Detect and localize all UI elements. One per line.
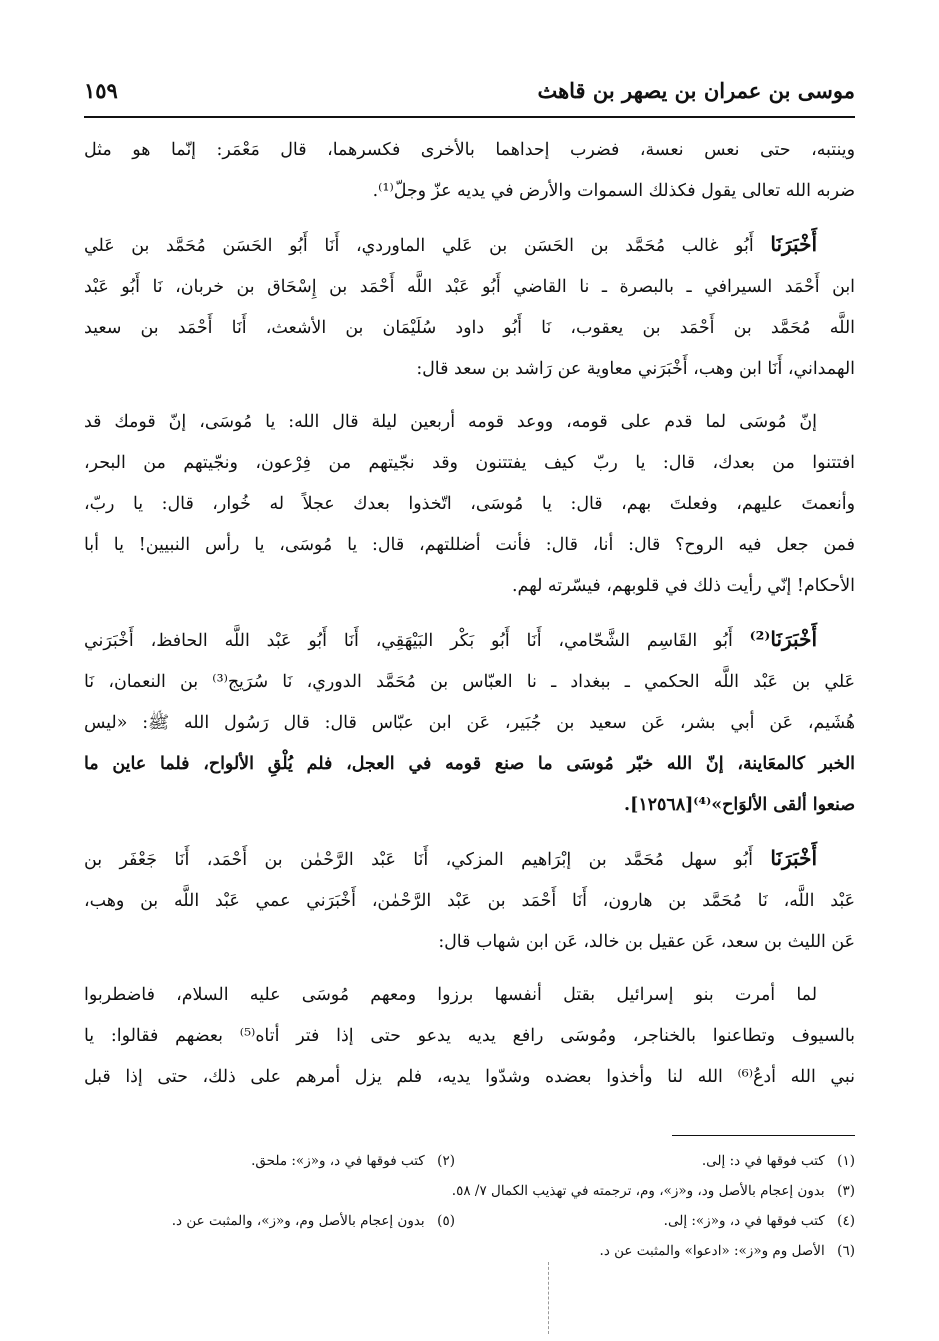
text-line: افتتنوا من بعدك، قال: يا ربّ كيف يفتتنون وقد نجّيتهم من فِرْعون، ونجّيتهم من البحر، [84, 453, 855, 473]
footnote-row [84, 1206, 855, 1236]
footnote [452, 1176, 855, 1206]
text-line: عَبْد اللَّه، نَا مُحَمَّد بن هارون، أَنَا أَحْمَد بن عَبْد الرَّحْمٰن، أَخْبَرَني عمي عَبْد اللَّه بن وهب، [84, 891, 855, 911]
text-line: نبي الله أدعُ⁽⁶⁾ الله لنا وأخذوا بعضده وشدّوا يديه، فلم يزل أمرهم على ذلك، حتى إذا قبل [84, 1067, 855, 1087]
footnote-number: (٢) [437, 1153, 455, 1169]
paragraph [84, 402, 855, 607]
page-number: ١٥٩ [84, 78, 118, 103]
text-line: إنّ مُوسَى لما قدم على قومه، ووعد قومه أربعين ليلة قال الله: يا مُوسَى، إنّ قومك قد [84, 412, 817, 432]
footnote-text: كتب فوقها في د، و«ز»: إلى. [663, 1213, 825, 1229]
footnote-text: كتب فوقها في د: إلى. [701, 1153, 825, 1169]
text-line: الأحكام! إنّي رأيت ذلك في قلوبهم، فيسّرته لهم. [511, 576, 855, 596]
scan-artifact-line [548, 1262, 549, 1334]
body-text [84, 130, 855, 1110]
isnad-lead: أَخْبَرَنَا [770, 846, 817, 870]
text-line: بالسيوف وتطاعنوا بالخناجر، ومُوسَى رافع يديه يدعو حتى إذا فتر أتاه⁽⁵⁾ بعضهم فقالوا: يا [84, 1026, 855, 1046]
footnote [664, 1206, 855, 1236]
footnote-number: (٥) [437, 1213, 455, 1229]
text-line: ابن أَحْمَد السيرافي ـ بالبصرة ـ نا القاضي أَبُو عَبْد اللَّه أَحْمَد بن إِسْحَاق بن خربان، نَا أَبُو عَبْد [84, 277, 855, 297]
footnote [600, 1236, 855, 1266]
text-line: وينتبه، حتى نعس نعسة، فضرب إحداهما بالأخرى فكسرهما، قال مَعْمَر: إنّما هو مثل [84, 140, 855, 160]
footnote-row [84, 1146, 855, 1176]
footnote-number: (٣) [837, 1183, 855, 1199]
text-line: اللَّه مُحَمَّد بن أَحْمَد بن يعقوب، نَا أَبُو داود سُلَيْمَان بن الأشعث، أَنَا أَحْمَد بن سعيد [84, 318, 855, 338]
text-line [84, 838, 855, 881]
page-header [84, 72, 855, 112]
footnote [251, 1146, 455, 1176]
text-line: الهمداني، أَنَا ابن وهب، أَخْبَرَني معاوية عن رَاشد بن سعد قال: [416, 359, 855, 379]
text-line [84, 224, 855, 267]
footnote-text: الأصل وم و«ز»: «ادعوا» والمثبت عن د. [599, 1243, 825, 1259]
text-line: هُشَيم، عَن أبي بشر، عَن سعيد بن جُبَير، عَن ابن عبّاس قال: قال رَسُول الله ﷺ: «ليس [84, 713, 855, 733]
header-rule [84, 116, 855, 118]
text-line: عَن الليث بن سعد، عَن عقيل بن خالد، عَن ابن شهاب قال: [438, 932, 855, 952]
text-line: وأنعمتَ عليهم، وفعلتَ بهم، قال: يا مُوسَى، اتّخذوا بعدك عجلاً له خُوار، قال: يا ربّ، [84, 494, 855, 514]
hadith-text-line: صنعوا ألقى الألوَاح»⁽⁴⁾[١٢٥٦٨]. [624, 795, 855, 815]
footnote-number: (١) [837, 1153, 855, 1169]
footnote-row [84, 1176, 855, 1206]
footnote-row [84, 1236, 855, 1266]
footnote-text: بدون إعجام بالأصل ود، و«ز»، وم، ترجمته في تهذيب الكمال ٧/ ٥٨. [451, 1183, 825, 1199]
footnote [172, 1206, 455, 1236]
footnote-number: (٦) [837, 1243, 855, 1259]
footnote-number: (٤) [837, 1213, 855, 1229]
text-line: فمن جعل فيه الروح؟ قال: أنا، قال: فأنت أضللتهم، قال: يا مُوسَى، يا رأس النبيين! يا أبا [84, 535, 855, 555]
paragraph [84, 130, 855, 212]
footnote-rule [672, 1135, 855, 1136]
line-text: أَبُو سهل مُحَمَّد بن إبْرَاهيم المزكي، أَنَا عَبْد الرَّحْمٰن بن أَحْمَد، أَنَا جَعْفَر بن [84, 850, 753, 870]
isnad-lead: أَخْبَرَنَا [770, 232, 817, 256]
paragraph [84, 975, 855, 1098]
line-text: أَبُو غالب مُحَمَّد بن الحَسَن بن عَلي الماوردي، أَنَا أَبُو الحَسَن مُحَمَّد بن عَلي [84, 236, 754, 256]
footnotes [84, 1146, 855, 1266]
hadith-text-line: الخبر كالمعَاينة، إنّ الله خبّر مُوسَى ما صنع قومه في العجل، فلم يُلْقِ الألواح، فلما عاين ما [84, 754, 855, 774]
text-line: لما أمرت بنو إسرائيل بقتل أنفسها برزوا ومعهم مُوسَى عليه السلام، فاضطربوا [84, 985, 817, 1005]
text-line [84, 619, 855, 662]
isnad-lead: أَخْبَرَنَا⁽²⁾ [749, 627, 818, 651]
paragraph [84, 224, 855, 390]
footnote-text: كتب فوقها في د، و«ز»: ملحق. [251, 1153, 425, 1169]
footnote [702, 1146, 855, 1176]
text-line: عَلي بن عَبْد اللَّه الحكمي ـ ببغداد ـ نا العبّاس بن مُحَمَّد الدوري، نَا سُرَيج⁽³⁾ بن النعمان، نَا [84, 672, 855, 692]
line-text: أَبُو القَاسِم الشَّحّامي، أَنَا أَبُو بَكْر البَيْهَقِي، أَنَا أَبُو عَبْد اللَّه الحافظ، أَخْبَرَني [84, 631, 733, 651]
paragraph [84, 838, 855, 963]
running-title: موسى بن عمران بن يصهر بن قاهث [537, 78, 855, 103]
paragraph [84, 619, 855, 826]
footnote-text: بدون إعجام بالأصل وم، و«ز»، والمثبت عن د. [171, 1213, 425, 1229]
text-line: ضربه الله تعالى يقول فكذلك السموات والأرض في يديه عزّ وجلّ⁽¹⁾. [372, 181, 855, 201]
